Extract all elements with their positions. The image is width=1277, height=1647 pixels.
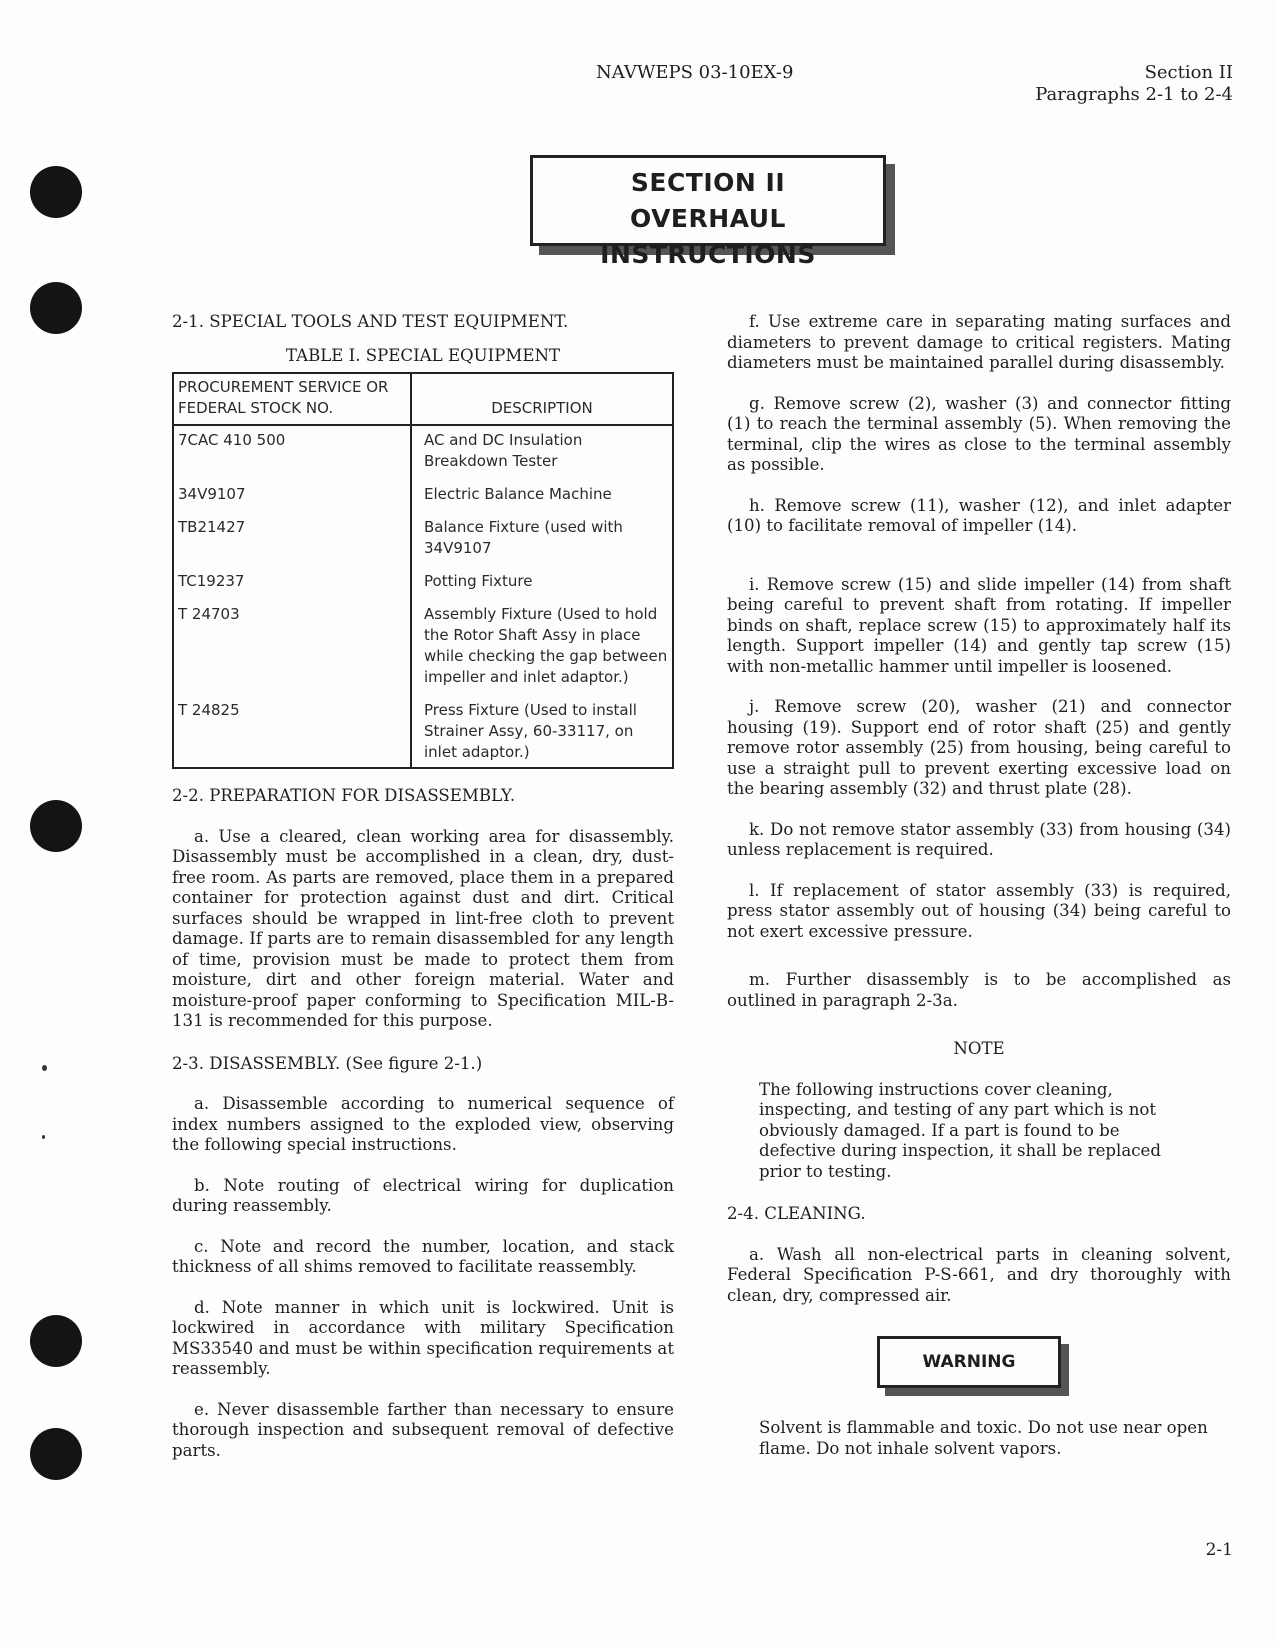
para-2-3-a: a. Disassemble according to numerical sequence of index numbers assigned to the exploded view, observing the following special instructions. — [172, 1094, 674, 1154]
table-row — [173, 600, 673, 696]
para-2-3-l: l. If replacement of stator assembly (33) is required, press stator assembly out of housing (34) being careful to not exert excessive pressure. — [727, 880, 1231, 941]
table-row — [173, 696, 673, 768]
left-column — [172, 312, 674, 1461]
section-title-line1: SECTION II — [630, 168, 786, 197]
heading-2-3: 2-3. DISASSEMBLY. (See figure 2-1.) — [172, 1053, 483, 1073]
scan-speck — [42, 1065, 47, 1071]
special-equipment-table — [172, 372, 674, 769]
note-title: NOTE — [953, 1039, 1005, 1058]
binder-hole — [30, 166, 82, 218]
stock-number: 7CAC 410 500 — [173, 425, 411, 480]
para-2-3-d: d. Note manner in which unit is lockwired. Unit is lockwired in accordance with military Specification MS33540 and must be within specification requirements at reassembly. — [172, 1297, 674, 1378]
table-row — [173, 567, 673, 600]
para-2-3-k: k. Do not remove stator assembly (33) from housing (34) unless replacement is required. — [727, 819, 1231, 859]
heading-2-1: 2-1. SPECIAL TOOLS AND TEST EQUIPMENT. — [172, 312, 569, 331]
description: Potting Fixture — [411, 567, 673, 600]
table-row — [173, 480, 673, 513]
description: Press Fixture (Used to install Strainer Assy, 60-33117, on inlet adaptor.) — [411, 696, 673, 768]
para-2-3-i: i. Remove screw (15) and slide impeller (14) from shaft being careful to prevent shaft from rotating. If impeller binds on shaft, replace screw (15) to approximately half its length. Support impeller (14) and gently tap screw (15) with non-metallic hammer until impeller is loosened. — [727, 574, 1231, 676]
right-column — [727, 312, 1231, 1459]
col-header-stock: PROCUREMENT SERVICE OR FEDERAL STOCK NO. — [173, 373, 411, 425]
table-title: TABLE I. SPECIAL EQUIPMENT — [285, 345, 561, 365]
binder-hole — [30, 1315, 82, 1367]
header-section: Section II — [1144, 62, 1233, 83]
para-2-3-m: m. Further disassembly is to be accomplished as outlined in paragraph 2-3a. — [727, 970, 1231, 1010]
stock-number: T 24825 — [173, 696, 411, 768]
para-2-3-e: e. Never disassemble farther than necessary to ensure thorough inspection and subsequent removal of defective parts. — [172, 1399, 674, 1460]
stock-number: 34V9107 — [173, 480, 411, 513]
note-body: The following instructions cover cleaning, inspecting, and testing of any part which is not obviously damaged. If a part is found to be defective during inspection, it shall be replaced prior to testing. — [759, 1079, 1161, 1181]
page-number: 2-1 — [1205, 1540, 1233, 1560]
stock-number: TC19237 — [173, 567, 411, 600]
col-header-description: DESCRIPTION — [411, 373, 673, 425]
heading-2-4: 2-4. CLEANING. — [727, 1204, 866, 1223]
para-2-3-g: g. Remove screw (2), washer (3) and connector fitting (1) to reach the terminal assembly (5). When removing the terminal, clip the wires as close to the terminal assembly as possible. — [727, 393, 1231, 474]
scan-speck — [42, 1135, 45, 1139]
binder-hole — [30, 1428, 82, 1480]
para-2-3-j: j. Remove screw (20), washer (21) and connector housing (19). Support end of rotor shaft (25) and gently remove rotor assembly (25) from housing, being careful to use a straight pull to prevent exerting excessive load on the bearing assembly (32) and thrust plate (28). — [727, 697, 1231, 798]
header-paragraphs: Paragraphs 2-1 to 2-4 — [1035, 84, 1233, 105]
warning-label: WARNING — [877, 1336, 1061, 1388]
doc-number: NAVWEPS 03-10EX-9 — [596, 62, 794, 83]
warning-box-wrap — [877, 1336, 1231, 1388]
para-2-2-a: a. Use a cleared, clean working area for disassembly. Disassembly must be accomplished in a clean, dry, dust-free room. As parts are removed, place them in a prepared container for protection against dust and dirt. Critical surfaces should be wrapped in lint-free cloth to prevent damage. If parts are to remain disassembled for any length of time, provision must be made to protect them from moisture, dirt and other foreign material. Water and moisture-proof paper conforming to Specification MIL-B-131 is recommended for this purpose. — [172, 826, 674, 1030]
para-2-3-b: b. Note routing of electrical wiring for duplication during reassembly. — [172, 1175, 674, 1215]
table-row — [173, 425, 673, 480]
stock-number: T 24703 — [173, 600, 411, 696]
binder-hole — [30, 800, 82, 852]
table-header-row — [173, 373, 673, 425]
para-2-3-c: c. Note and record the number, location, and stack thickness of all shims removed to facilitate reassembly. — [172, 1236, 674, 1276]
para-2-3-f: f. Use extreme care in separating mating surfaces and diameters to prevent damage to critical registers. Mating diameters must be maintained parallel during disassembly. — [727, 312, 1231, 372]
binder-hole — [30, 282, 82, 334]
header-right — [1035, 62, 1233, 106]
description: Assembly Fixture (Used to hold the Rotor Shaft Assy in place while checking the gap between impeller and inlet adaptor.) — [411, 600, 673, 696]
stock-number: TB21427 — [173, 513, 411, 567]
heading-2-2: 2-2. PREPARATION FOR DISASSEMBLY. — [172, 786, 516, 805]
warning-text: Solvent is flammable and toxic. Do not use near open flame. Do not inhale solvent vapors. — [759, 1418, 1208, 1458]
section-title-box — [530, 155, 886, 269]
para-2-4-a: a. Wash all non-electrical parts in cleaning solvent, Federal Specification P-S-661, and dry thoroughly with clean, dry, compressed air. — [727, 1244, 1231, 1305]
description: AC and DC Insulation Breakdown Tester — [411, 425, 673, 480]
para-2-3-h: h. Remove screw (11), washer (12), and inlet adapter (10) to facilitate removal of impeller (14). — [727, 495, 1231, 535]
table-row — [173, 513, 673, 567]
description: Balance Fixture (used with 34V9107 — [411, 513, 673, 567]
section-title-line2: OVERHAUL INSTRUCTIONS — [600, 204, 816, 269]
description: Electric Balance Machine — [411, 480, 673, 513]
